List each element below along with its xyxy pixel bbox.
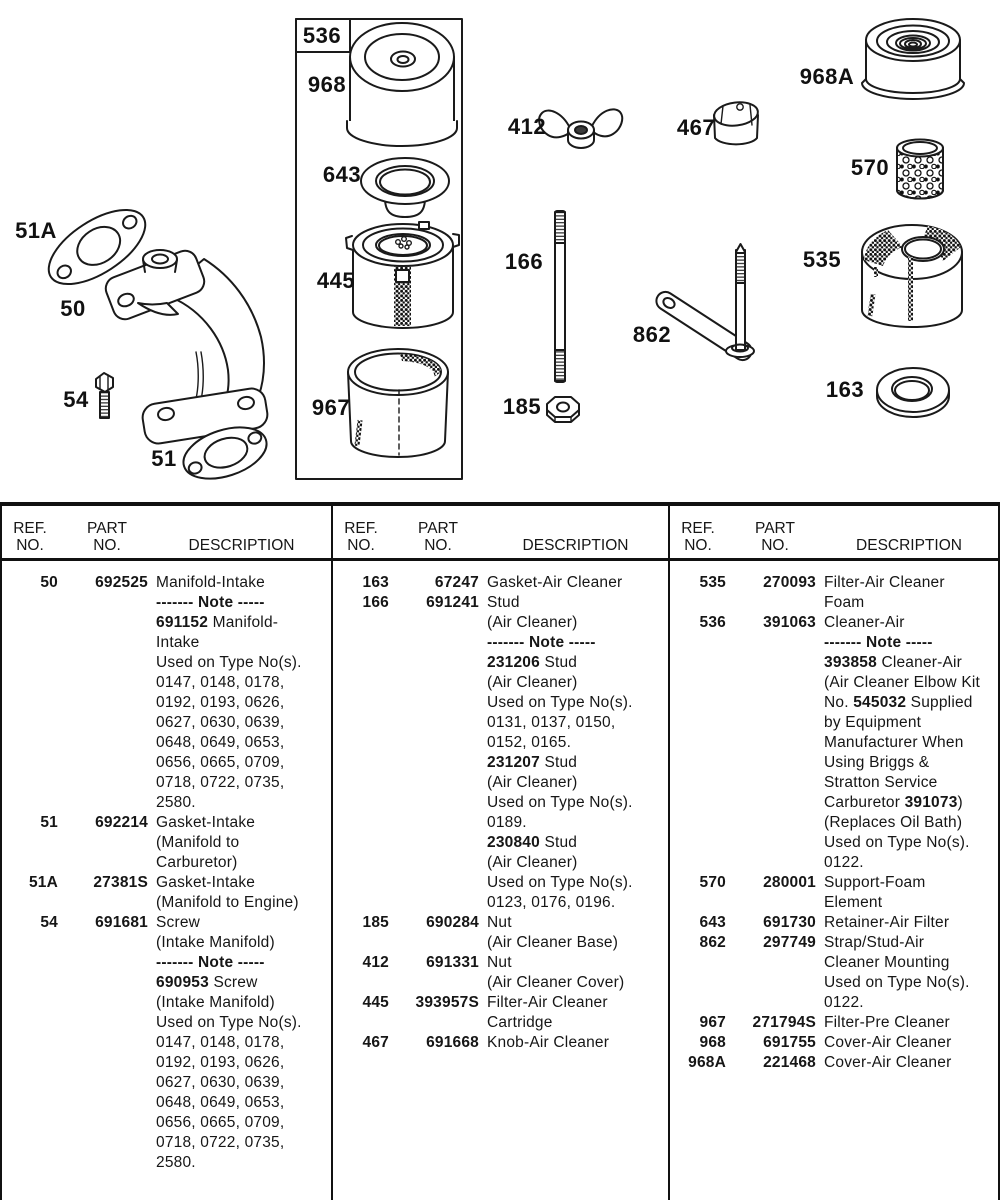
table-row	[670, 933, 998, 1013]
description-cell	[487, 993, 668, 1033]
desc-line: Retainer-Air Filter	[824, 914, 950, 931]
table-column-1	[0, 506, 331, 1200]
desc-line: Intake	[156, 634, 200, 651]
desc-line: Cartridge	[487, 1014, 553, 1031]
table-row	[333, 953, 668, 993]
desc-line: Gasket-Intake	[156, 814, 256, 831]
ref-no-cell: 968A	[688, 1054, 726, 1071]
part-445-drawing	[346, 222, 459, 328]
table-row	[333, 993, 668, 1033]
table-row	[670, 1033, 998, 1053]
ref-no-cell: 412	[362, 954, 389, 971]
part-no-cell: 221468	[763, 1054, 816, 1071]
part-no-cell: 691681	[95, 914, 148, 931]
part-no-cell: 270093	[763, 574, 816, 591]
desc-line: 0627, 0630, 0639,	[156, 714, 285, 731]
ref-no-header: REF. NO.	[13, 520, 47, 554]
desc-line: (Intake Manifold)	[156, 994, 275, 1011]
ref-no-cell: 570	[699, 874, 726, 891]
table-column-3	[668, 506, 1000, 1200]
description-cell	[487, 913, 668, 953]
desc-line: Carburetor)	[156, 854, 238, 871]
desc-line: Nut	[487, 954, 512, 971]
table-body-1	[2, 561, 331, 1173]
table-row	[333, 1033, 668, 1053]
desc-line: Knob-Air Cleaner	[487, 1034, 610, 1051]
part-no-header: PART NO.	[755, 520, 795, 554]
exploded-parts-diagram	[0, 0, 1000, 502]
ref-no-cell: 643	[699, 914, 726, 931]
desc-line: ------- Note -----	[824, 634, 933, 651]
desc-line: 0718, 0722, 0735,	[156, 1134, 285, 1151]
desc-line: 230840 Stud	[487, 834, 578, 851]
desc-line: Used on Type No(s).	[156, 1014, 302, 1031]
description-cell	[487, 953, 668, 993]
part-54-drawing	[96, 373, 113, 418]
part-label-535: 535	[802, 247, 842, 272]
desc-line: Cleaner-Air	[824, 614, 905, 631]
part-label-50: 50	[60, 296, 86, 321]
table-row	[2, 873, 331, 913]
desc-line: (Air Cleaner)	[487, 614, 578, 631]
desc-line: (Manifold to	[156, 834, 240, 851]
ref-no-cell: 967	[699, 1014, 726, 1031]
description-cell	[824, 613, 998, 873]
ref-no-cell: 185	[362, 914, 389, 931]
part-no-cell: 391063	[763, 614, 816, 631]
description-cell	[824, 1033, 998, 1053]
part-166-drawing	[555, 211, 565, 382]
part-label-968: 968	[307, 72, 347, 97]
description-cell	[487, 1033, 668, 1053]
desc-line: 0123, 0176, 0196.	[487, 894, 616, 911]
desc-line: Foam	[824, 594, 865, 611]
part-163-drawing	[877, 368, 949, 417]
desc-line: 393858 Cleaner-Air	[824, 654, 963, 671]
part-label-54: 54	[63, 387, 89, 412]
desc-line: Cover-Air Cleaner	[824, 1034, 952, 1051]
description-cell	[156, 813, 331, 873]
description-cell	[824, 933, 998, 1013]
ref-no-cell: 968	[699, 1034, 726, 1051]
part-label-163: 163	[825, 377, 865, 402]
part-no-cell: 691730	[763, 914, 816, 931]
part-label-862: 862	[632, 322, 672, 347]
part-968-drawing	[347, 23, 457, 146]
desc-line: (Air Cleaner Base)	[487, 934, 619, 951]
desc-line: 0131, 0137, 0150,	[487, 714, 616, 731]
description-header: DESCRIPTION	[856, 537, 962, 554]
part-535-drawing	[862, 225, 962, 327]
ref-no-cell: 536	[699, 614, 726, 631]
desc-line: Used on Type No(s).	[824, 974, 970, 991]
ref-no-cell: 445	[362, 994, 389, 1011]
part-no-cell: 691755	[763, 1034, 816, 1051]
desc-line: 0648, 0649, 0653,	[156, 734, 285, 751]
desc-line: Stud	[487, 594, 520, 611]
part-no-header: PART NO.	[418, 520, 458, 554]
table-row	[2, 573, 331, 813]
desc-line: 0147, 0148, 0178,	[156, 674, 285, 691]
table-row	[670, 913, 998, 933]
table-row	[2, 813, 331, 873]
desc-line: 0192, 0193, 0626,	[156, 694, 285, 711]
part-185-drawing	[547, 397, 579, 422]
part-label-536: 536	[302, 23, 342, 48]
description-cell	[824, 1013, 998, 1033]
desc-line: Manufacturer When	[824, 734, 964, 751]
table-body-2	[333, 561, 668, 1053]
desc-line: 0152, 0165.	[487, 734, 572, 751]
desc-line: 690953 Screw	[156, 974, 258, 991]
part-no-cell: 691668	[426, 1034, 479, 1051]
desc-line: 0189.	[487, 814, 527, 831]
table-header	[2, 506, 331, 561]
desc-line: 2580.	[156, 794, 196, 811]
ref-no-cell: 862	[699, 934, 726, 951]
part-no-header: PART NO.	[87, 520, 127, 554]
desc-line: ------- Note -----	[156, 954, 265, 971]
desc-line: Support-Foam	[824, 874, 926, 891]
table-row	[333, 573, 668, 593]
part-no-cell: 691331	[426, 954, 479, 971]
table-header	[333, 506, 668, 561]
desc-line: 0656, 0665, 0709,	[156, 1114, 285, 1131]
desc-line: Strap/Stud-Air	[824, 934, 925, 951]
ref-no-cell: 166	[362, 594, 389, 611]
table-row	[670, 1013, 998, 1033]
desc-line: Carburetor 391073)	[824, 794, 963, 811]
part-no-cell: 67247	[434, 574, 479, 591]
description-cell	[824, 1053, 998, 1073]
description-header: DESCRIPTION	[188, 537, 295, 554]
part-no-cell: 393957S	[415, 994, 479, 1011]
desc-line: Stratton Service	[824, 774, 938, 791]
desc-line: Used on Type No(s).	[824, 834, 970, 851]
description-cell	[487, 593, 668, 913]
part-label-570: 570	[850, 155, 890, 180]
part-412-drawing	[539, 109, 622, 148]
desc-line: Manifold-Intake	[156, 574, 265, 591]
description-cell	[824, 873, 998, 913]
part-no-cell: 690284	[426, 914, 479, 931]
table-row	[670, 613, 998, 873]
desc-line: 0656, 0665, 0709,	[156, 754, 285, 771]
parts-table	[0, 502, 1000, 1200]
table-row	[670, 1053, 998, 1073]
description-cell	[156, 573, 331, 813]
table-body-3	[670, 561, 998, 1073]
description-cell	[156, 873, 331, 913]
part-no-cell: 297749	[763, 934, 816, 951]
desc-line: Screw	[156, 914, 201, 931]
part-label-643: 643	[322, 162, 362, 187]
part-467-drawing	[713, 100, 759, 144]
part-no-cell: 27381S	[93, 874, 148, 891]
desc-line: 0147, 0148, 0178,	[156, 1034, 285, 1051]
description-cell	[487, 573, 668, 593]
part-label-412: 412	[507, 114, 547, 139]
desc-line: (Replaces Oil Bath)	[824, 814, 963, 831]
part-no-cell: 691241	[426, 594, 479, 611]
table-header	[670, 506, 998, 561]
desc-line: (Intake Manifold)	[156, 934, 275, 951]
desc-line: Gasket-Intake	[156, 874, 256, 891]
desc-line: (Air Cleaner Elbow Kit	[824, 674, 981, 691]
table-row	[670, 573, 998, 613]
part-no-cell: 692214	[95, 814, 148, 831]
desc-line: 231206 Stud	[487, 654, 578, 671]
part-967-drawing	[348, 349, 448, 457]
ref-no-cell: 51A	[28, 874, 58, 891]
ref-no-cell: 54	[40, 914, 58, 931]
description-header: DESCRIPTION	[522, 537, 629, 554]
ref-no-header: REF. NO.	[344, 520, 378, 554]
desc-line: Nut	[487, 914, 512, 931]
desc-line: by Equipment	[824, 714, 922, 731]
desc-line: (Air Cleaner)	[487, 674, 578, 691]
part-no-cell: 280001	[763, 874, 816, 891]
desc-line: Used on Type No(s).	[487, 874, 633, 891]
table-row	[2, 913, 331, 1173]
desc-line: Filter-Air Cleaner	[824, 574, 945, 591]
part-968A-drawing	[862, 19, 964, 99]
desc-line: Used on Type No(s).	[156, 654, 302, 671]
part-label-51A: 51A	[15, 218, 57, 243]
part-50-drawing	[102, 247, 269, 445]
table-row	[670, 873, 998, 913]
table-row	[333, 593, 668, 913]
desc-line: ------- Note -----	[487, 634, 596, 651]
part-label-967: 967	[311, 395, 351, 420]
part-label-467: 467	[676, 115, 716, 140]
ref-no-cell: 535	[699, 574, 726, 591]
part-no-cell: 271794S	[752, 1014, 816, 1031]
part-label-445: 445	[316, 268, 356, 293]
desc-line: 0192, 0193, 0626,	[156, 1054, 285, 1071]
description-cell	[824, 913, 998, 933]
desc-line: 231207 Stud	[487, 754, 578, 771]
desc-line: Filter-Pre Cleaner	[824, 1014, 950, 1031]
part-no-cell: 692525	[95, 574, 148, 591]
part-label-51: 51	[151, 446, 177, 471]
desc-line: Gasket-Air Cleaner	[487, 574, 623, 591]
desc-line: Used on Type No(s).	[487, 794, 633, 811]
desc-line: Cover-Air Cleaner	[824, 1054, 952, 1071]
desc-line: (Manifold to Engine)	[156, 894, 299, 911]
desc-line: 0627, 0630, 0639,	[156, 1074, 285, 1091]
desc-line: No. 545032 Supplied	[824, 694, 973, 711]
desc-line: Filter-Air Cleaner	[487, 994, 608, 1011]
table-row	[333, 913, 668, 953]
table-column-2	[331, 506, 668, 1200]
part-643-drawing	[361, 158, 449, 217]
ref-no-cell: 50	[40, 574, 58, 591]
ref-no-cell: 467	[362, 1034, 389, 1051]
description-cell	[156, 913, 331, 1173]
desc-line: (Air Cleaner Cover)	[487, 974, 625, 991]
desc-line: (Air Cleaner)	[487, 774, 578, 791]
part-570-drawing	[897, 140, 943, 199]
desc-line: Using Briggs &	[824, 754, 930, 771]
desc-line: 0122.	[824, 854, 864, 871]
desc-line: 691152 Manifold-	[156, 614, 279, 631]
part-label-166: 166	[504, 249, 544, 274]
desc-line: Element	[824, 894, 883, 911]
desc-line: 0718, 0722, 0735,	[156, 774, 285, 791]
desc-line: 2580.	[156, 1154, 196, 1171]
desc-line: Cleaner Mounting	[824, 954, 950, 971]
desc-line: Used on Type No(s).	[487, 694, 633, 711]
desc-line: ------- Note -----	[156, 594, 265, 611]
desc-line: 0648, 0649, 0653,	[156, 1094, 285, 1111]
part-label-185: 185	[502, 394, 542, 419]
ref-no-header: REF. NO.	[681, 520, 715, 554]
part-label-968A: 968A	[799, 64, 855, 89]
desc-line: 0122.	[824, 994, 864, 1011]
ref-no-cell: 51	[40, 814, 58, 831]
ref-no-cell: 163	[362, 574, 389, 591]
desc-line: (Air Cleaner)	[487, 854, 578, 871]
description-cell	[824, 573, 998, 613]
